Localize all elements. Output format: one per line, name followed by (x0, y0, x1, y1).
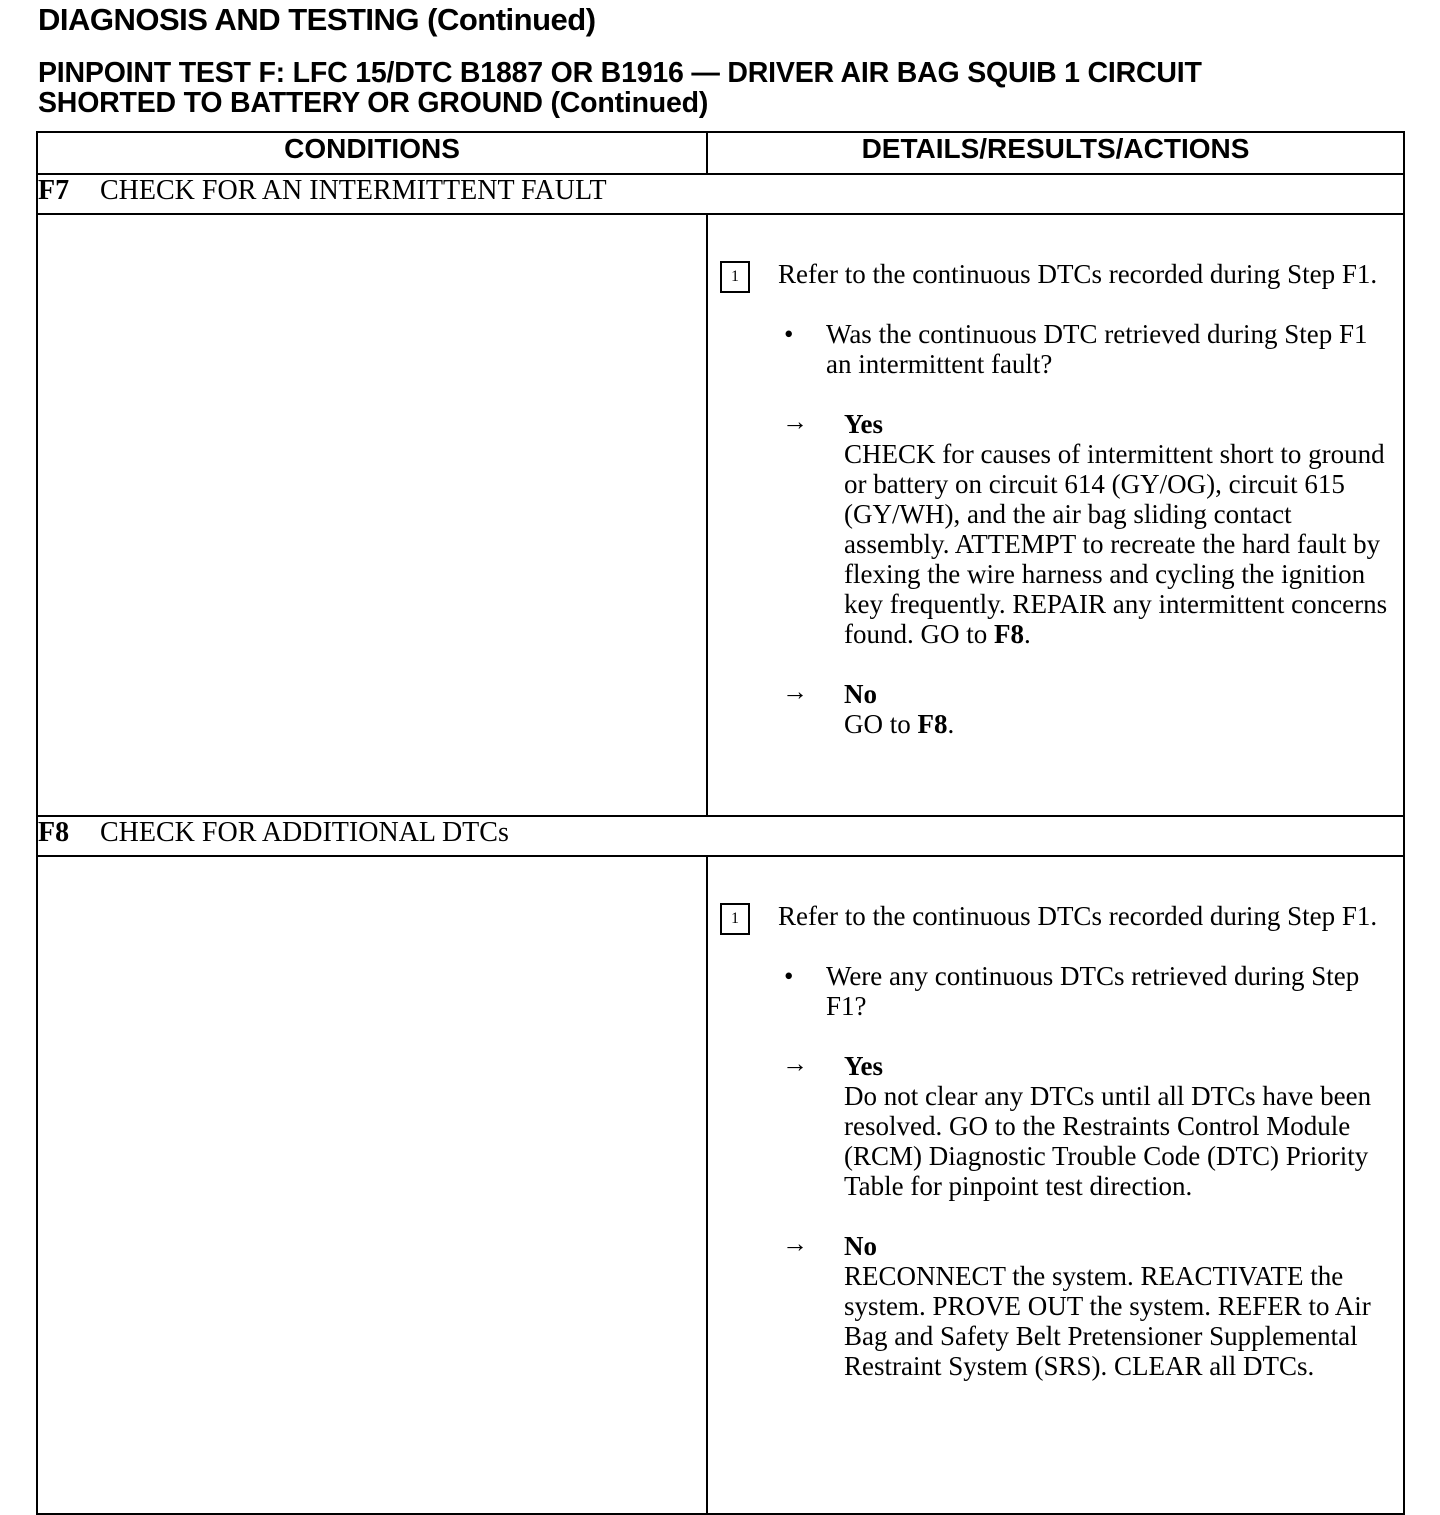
step-f7-instruction (720, 259, 1393, 289)
step-f8-no-label: No (844, 1231, 877, 1261)
bullet-icon: • (784, 961, 794, 991)
step-f7-instruction-text: Refer to the continuous DTCs recorded during Step F1. (778, 259, 1378, 289)
step-f7-no-end: . (947, 709, 955, 739)
step-f7-yes-result (720, 409, 1393, 649)
step-f8-question (720, 961, 1393, 1021)
step-f7-yes-link: F8 (994, 619, 1024, 649)
step-f7-conditions-cell (37, 214, 707, 816)
step-f8-yes-label: Yes (844, 1051, 883, 1081)
step-f8-no-text: RECONNECT the system. REACTIVATE the system. PROVE OUT the system. REFER to Air Bag and Safety Belt Pretensioner Supplemental Restraint System (SRS). CLEAR all DTCs. (844, 1261, 1371, 1381)
step-f7-number: F7 (38, 175, 70, 206)
step-f7-no-label: No (844, 679, 877, 709)
test-title-line-1: PINPOINT TEST F: LFC 15/DTC B1887 OR B1916 — DRIVER AIR BAG SQUIB 1 CIRCUIT (38, 57, 1202, 89)
arrow-right-icon: → (782, 407, 808, 436)
step-f7-question-text: Was the continuous DTC retrieved during Step F1 an intermittent fault? (826, 319, 1368, 379)
step-f7-no-text: GO to (844, 709, 918, 739)
bullet-icon: • (784, 319, 794, 349)
step-f8-question-text: Were any continuous DTCs retrieved during Step F1? (826, 961, 1360, 1021)
step-f8-instruction (720, 901, 1393, 931)
step-f8-no-result (720, 1231, 1393, 1381)
step-f8-details-cell (707, 856, 1404, 1514)
step-f8-heading (37, 816, 1404, 856)
conditions-column-header: CONDITIONS (37, 132, 707, 174)
step-f8-number: F8 (38, 817, 70, 848)
step-f7-yes-label: Yes (844, 409, 883, 439)
step-f7-no-result (720, 679, 1393, 739)
pinpoint-test-title (38, 58, 1202, 118)
step-f7-heading (37, 174, 1404, 214)
step-f7-no-link: F8 (917, 709, 948, 739)
step-f8-title: CHECK FOR ADDITIONAL DTCs (100, 817, 509, 848)
step-f8-yes-result (720, 1051, 1393, 1201)
step-f8-box-number: 1 (720, 903, 750, 935)
step-f8-header-row (37, 816, 1404, 856)
step-f7-details-cell (707, 214, 1404, 816)
step-f7-yes-end: . (1024, 619, 1031, 649)
page-title: DIAGNOSIS AND TESTING (Continued) (38, 2, 596, 37)
details-column-header: DETAILS/RESULTS/ACTIONS (707, 132, 1404, 174)
table-header-row (37, 132, 1404, 174)
arrow-right-icon: → (782, 1229, 808, 1258)
step-f7-question (720, 319, 1393, 379)
step-f7-box-number: 1 (720, 261, 750, 293)
step-f8-yes-text: Do not clear any DTCs until all DTCs have been resolved. GO to the Restraints Control Module (RCM) Diagnostic Trouble Code (DTC) Priority Table for pinpoint test direction. (844, 1081, 1372, 1201)
step-f7-header-row (37, 174, 1404, 214)
step-f7-body-row (37, 214, 1404, 816)
step-f7-title: CHECK FOR AN INTERMITTENT FAULT (100, 175, 607, 206)
arrow-right-icon: → (782, 677, 808, 706)
arrow-right-icon: → (782, 1049, 808, 1078)
test-title-line-2: SHORTED TO BATTERY OR GROUND (Continued) (38, 87, 709, 119)
step-f8-body-row (37, 856, 1404, 1514)
pinpoint-test-table (36, 131, 1405, 1515)
step-f7-yes-text: CHECK for causes of intermittent short to ground or battery on circuit 614 (GY/OG), circuit 615 (GY/WH), and the air bag sliding contact assembly. ATTEMPT to recreate the hard fault by flexing the wire harness and cycling the ignition key frequently. REPAIR any intermittent concerns found. GO to (844, 439, 1388, 649)
step-f8-conditions-cell (37, 856, 707, 1514)
step-f8-instruction-text: Refer to the continuous DTCs recorded during Step F1. (778, 901, 1378, 931)
